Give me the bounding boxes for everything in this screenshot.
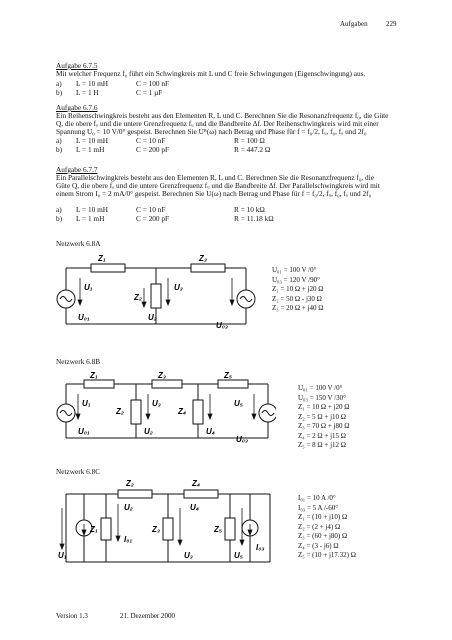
net-a-label-z3: Z₃	[199, 254, 207, 263]
net-c-label-u2: U₂	[124, 503, 133, 512]
task-677-row-a: a) L = 10 mH C = 10 nF R = 10 kΩ	[56, 205, 265, 214]
net-a-z1	[91, 264, 125, 272]
task-677-line3: einem Strom I₀ = 2 mA/0° gespeist. Berechnen Sie U(ω) nach Betrag und Phase für f = f₀/2, fᵤ, f₀, fₒ und 2f₀	[56, 189, 372, 198]
net-c-label-u5: U₅	[234, 551, 243, 560]
net-b-z4	[193, 400, 203, 424]
net-b-label-z5: Z₅	[224, 372, 233, 380]
net-a-label-uq1: U₀₁	[78, 313, 90, 322]
net-c-label-z1: Z₁	[90, 525, 98, 534]
footer-version: Version 1.3	[56, 612, 88, 620]
task-677-line2: Güte Q, die obere fₒ und die untere Grenzfrequenz fᵤ und die Bandbreite Δf. Der Parallelschwingkreis wird mit	[56, 181, 380, 190]
net-c-label-u3: U₃	[184, 551, 193, 560]
net-b-label-z1: Z₁	[90, 372, 98, 380]
running-header-section: Aufgaben	[340, 20, 368, 28]
task-676-row-b: b) L = 1 mH C = 200 pF R = 447.2 Ω	[56, 145, 271, 154]
net-c-label-iq3: I₀₃	[256, 543, 265, 552]
net-a-parameters: U₀₁ = 100 V /0° U₀₃ = 120 V /90° Z₁ = 10 Ω + j20 Ω Z₂ = 50 Ω - j30 Ω Z₃ = 20 Ω + j40 Ω	[272, 266, 324, 312]
net-b-title: Netzwerk 6.8B	[56, 357, 101, 366]
net-a-label-uq3: U₀₃	[216, 321, 229, 330]
net-c-label-z5: Z₅	[214, 525, 223, 534]
task-676-line1: Ein Reihenschwingkreis besteht aus den Elementen R, L und C. Berechnen Sie die Resonanzfrequenz f₀, die Güte	[56, 111, 389, 120]
net-c-z2	[118, 490, 152, 498]
net-a-circuit-diagram	[56, 254, 256, 332]
net-c-label-z4: Z₄	[192, 479, 201, 488]
net-b-z2	[131, 400, 141, 424]
page-number: 229	[386, 20, 397, 28]
net-a-label-u2: U₂	[148, 313, 157, 322]
net-a-title: Netzwerk 6.8A	[56, 239, 101, 248]
net-b-z5	[218, 380, 248, 388]
net-b-z1	[84, 380, 114, 388]
task-675-row-a: a) L = 10 mH C = 100 nF	[56, 79, 170, 88]
net-a-z3	[191, 264, 225, 272]
task-675-text: Mit welcher Frequenz f₀ führt ein Schwingkreis mit L und C freie Schwingungen (Eigenschwingung) aus.	[56, 69, 366, 78]
net-c-label-iq1: I₀₁	[124, 535, 133, 544]
net-b-label-z4: Z₄	[178, 407, 187, 416]
net-b-label-u1: U₁	[82, 399, 91, 408]
task-677-line1: Ein Parallelschwingkreis besteht aus den Elementen R, L und C. Berechnen Sie die Resonanzfrequenz f₀, die	[56, 173, 374, 182]
net-b-label-uq3: U₀₃	[236, 435, 249, 444]
task-676-line2: Q, die obere fₒ und die untere Grenzfrequenz fᵤ und die Bandbreite Δf. Der Reihenschwingkreis wird mit einer	[56, 119, 379, 128]
net-a-label-u3: U₃	[174, 283, 183, 292]
net-c-z3	[163, 518, 173, 540]
net-b-circuit-diagram	[56, 372, 276, 444]
net-b-label-u3: U₃	[152, 399, 161, 408]
net-a-label-z1: Z₁	[98, 254, 106, 263]
net-c-label-u1: U₁	[58, 551, 67, 560]
net-c-z4	[184, 490, 218, 498]
task-675-row-b: b) L = 1 H C = 1 µF	[56, 88, 163, 97]
net-c-label-u4: U₄	[190, 503, 199, 512]
net-b-label-u4: U₄	[206, 427, 215, 436]
net-a-z2	[151, 284, 161, 308]
net-b-z3	[152, 380, 182, 388]
task-677-row-b: b) L = 1 mH C = 200 pF R = 11.18 kΩ	[56, 214, 274, 223]
net-b-label-uq1: U₀₁	[78, 427, 90, 436]
net-c-z1	[101, 518, 111, 540]
net-b-label-z3: Z₃	[158, 372, 166, 380]
task-675-title: Aufgabe 6.7.5	[56, 61, 98, 70]
task-677-title: Aufgabe 6.7.7	[56, 165, 98, 174]
net-c-label-z3: Z₃	[152, 525, 160, 534]
net-a-label-z2: Z₂	[134, 293, 142, 302]
net-c-parameters: I₀₁ = 10 A /0° I₀₃ = 5 A /-60° Z₁ = (10 + j10) Ω Z₂ = (2 + j4) Ω Z₃ = (60 + j80) Ω Z₄ = (3 - j6) Ω Z₅ = (10 + j17.32) Ω	[298, 494, 356, 559]
net-c-label-z2: Z₂	[126, 479, 134, 488]
net-b-label-u2: U₂	[144, 427, 153, 436]
net-b-label-u5: U₅	[234, 399, 243, 408]
task-676-row-a: a) L = 10 mH C = 10 nF R = 100 Ω	[56, 136, 265, 145]
net-c-circuit-diagram	[56, 478, 276, 570]
net-b-parameters: U₀₁ = 100 V /0° U₀₃ = 150 V /30° Z₁ = 10 Ω + j20 Ω Z₂ = 5 Ω + j10 Ω Z₃ = 70 Ω + j80 Ω Z₄ = 2 Ω + j15 Ω Z₅ = 8 Ω + j12 Ω	[298, 384, 350, 449]
footer-date: 21. Dezember 2000	[120, 612, 176, 620]
net-c-title: Netzwerk 6.8C	[56, 467, 101, 476]
task-676-line3: Spannung U₀ = 10 V/0° gespeist. Berechnen Sie Uᴿ(ω) nach Betrag und Phase für f = f₀/2, fᵤ, f₀, fₒ und 2f₀	[56, 127, 367, 136]
net-c-z5	[225, 518, 235, 540]
task-676-title: Aufgabe 6.7.6	[56, 103, 98, 112]
net-a-label-u1: U₁	[84, 283, 93, 292]
net-b-label-z2: Z₂	[116, 407, 124, 416]
